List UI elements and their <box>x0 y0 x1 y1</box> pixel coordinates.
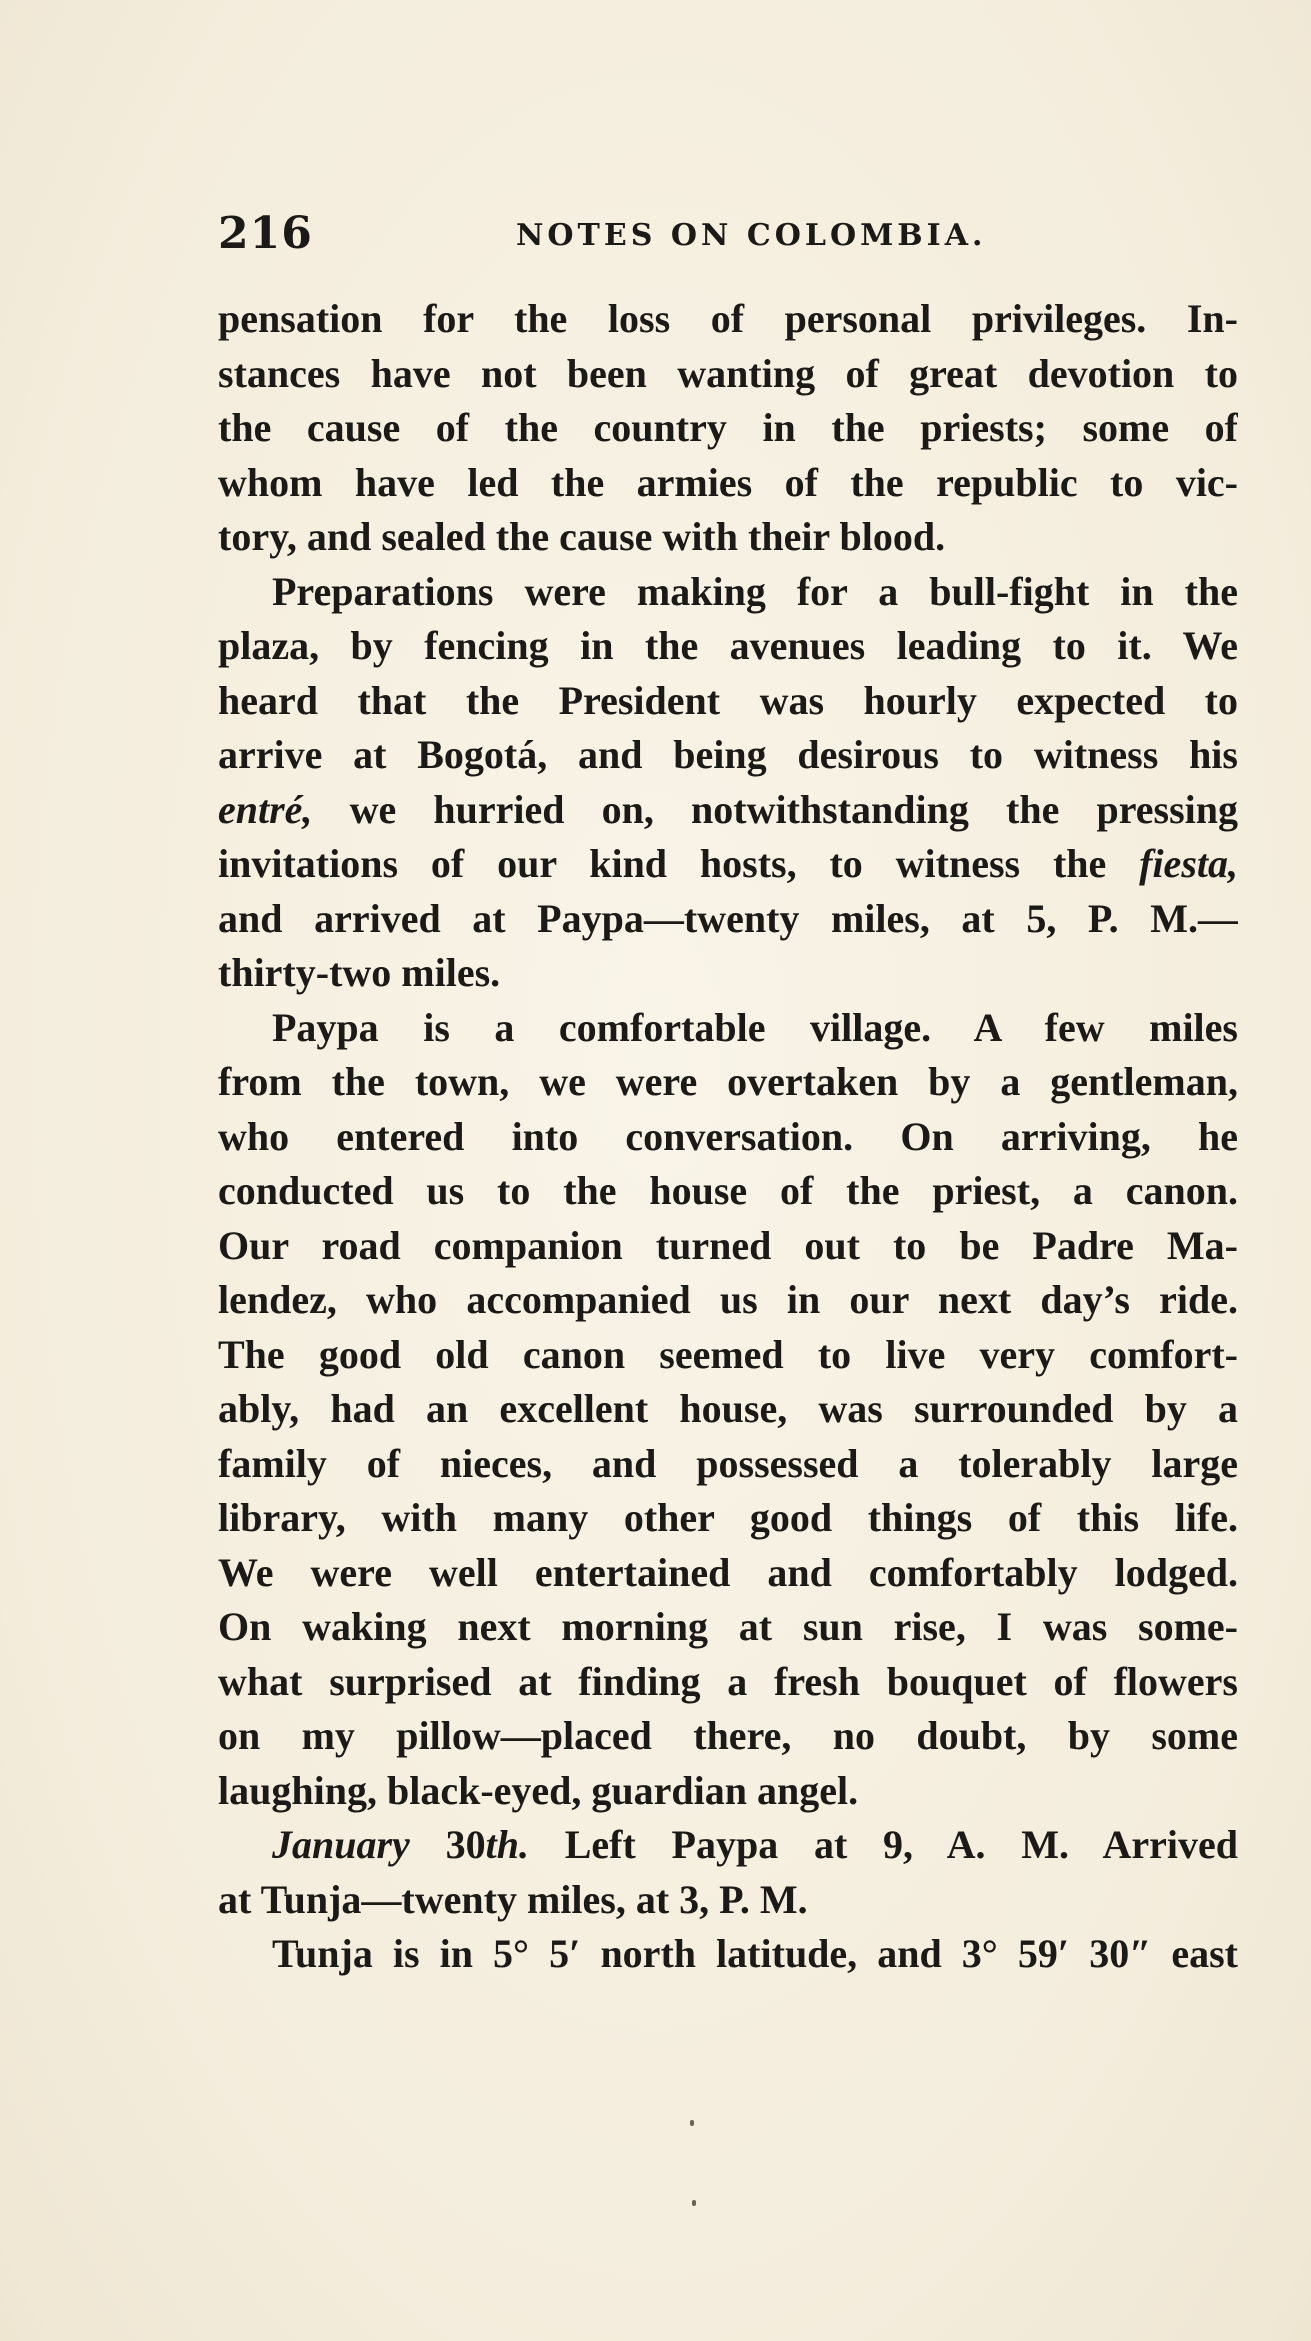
text-line <box>218 1328 1238 1383</box>
text-segment: Our road companion turned out to be Padre Ma- <box>218 1222 1238 1268</box>
text-line <box>218 565 1238 620</box>
running-head: NOTES ON COLOMBIA. <box>516 218 987 253</box>
text-segment: We were well entertained and comfortably lodged. <box>218 1549 1238 1595</box>
text-line <box>218 1219 1238 1274</box>
text-segment: family of nieces, and possessed a tolerably large <box>218 1440 1238 1486</box>
text-line <box>218 1927 1238 1982</box>
text-line <box>218 783 1238 838</box>
text-line <box>218 1818 1238 1873</box>
text-segment: Paypa is a comfortable village. A few miles <box>272 1004 1238 1050</box>
text-line <box>218 619 1238 674</box>
text-segment: at Tunja—twenty miles, at 3, P. M. <box>218 1876 808 1922</box>
text-line <box>218 1655 1238 1710</box>
text-line <box>218 456 1238 511</box>
text-segment: the cause of the country in the priests; some of <box>218 405 1238 450</box>
text-line <box>218 728 1238 783</box>
text-segment: what surprised at finding a fresh bouquet of flowers <box>218 1658 1238 1704</box>
text-segment: pensation for the loss of personal privileges. In- <box>218 296 1238 341</box>
page-header <box>218 208 1238 268</box>
text-segment: conducted us to the house of the priest, a canon. <box>218 1168 1238 1213</box>
text-line <box>218 1273 1238 1328</box>
text-line <box>218 1110 1238 1165</box>
text-segment: laughing, black-eyed, guardian angel. <box>218 1767 859 1813</box>
text-line <box>218 401 1238 456</box>
text-line <box>218 1001 1238 1056</box>
italic-text: th. <box>485 1822 529 1867</box>
text-segment: whom have led the armies of the republic to vic- <box>218 459 1238 505</box>
text-line <box>218 1709 1238 1764</box>
text-segment: stances have not been wanting of great devotion to <box>218 350 1238 396</box>
text-segment: invitations of our kind hosts, to witness the <box>218 841 1140 886</box>
text-line <box>218 292 1238 347</box>
text-line <box>218 1164 1238 1219</box>
text-segment: thirty-two miles. <box>218 950 501 995</box>
paper-specks <box>690 2120 700 2210</box>
text-segment: Preparations were making for a bull-fight in the <box>272 568 1238 614</box>
italic-text: entré, <box>218 786 313 832</box>
text-segment: 30 <box>409 1822 486 1867</box>
italic-text: January <box>272 1822 410 1867</box>
text-line <box>218 510 1238 565</box>
body-text <box>218 292 1238 1982</box>
text-segment: tory, and sealed the cause with their blood. <box>218 514 946 559</box>
text-segment: Left Paypa at 9, A. M. Arrived <box>528 1822 1238 1867</box>
text-line <box>218 1491 1238 1546</box>
text-segment: The good old canon seemed to live very comfort- <box>218 1331 1238 1377</box>
text-segment: Tunja is in 5° 5′ north latitude, and 3° 59′ 30″ east <box>272 1931 1238 1976</box>
text-line <box>218 837 1238 892</box>
text-segment: lendez, who accompanied us in our next day’s ride. <box>218 1277 1238 1322</box>
text-segment: who entered into conversation. On arriving, he <box>218 1113 1238 1159</box>
text-line <box>218 347 1238 402</box>
text-segment: library, with many other good things of this life. <box>218 1495 1238 1540</box>
text-segment: ably, had an excellent house, was surrounded by a <box>218 1386 1238 1431</box>
text-line <box>218 1055 1238 1110</box>
text-line <box>218 1546 1238 1601</box>
text-line <box>218 1600 1238 1655</box>
text-segment: heard that the President was hourly expected to <box>218 677 1238 723</box>
text-segment: arrive at Bogotá, and being desirous to witness his <box>218 732 1238 777</box>
text-line <box>218 1873 1238 1928</box>
text-line <box>218 674 1238 729</box>
text-line <box>218 1764 1238 1819</box>
italic-text: fiesta, <box>1139 841 1238 886</box>
text-line <box>218 892 1238 947</box>
text-line <box>218 1437 1238 1492</box>
text-segment: and arrived at Paypa—twenty miles, at 5, P. M.— <box>218 895 1238 941</box>
text-segment: on my pillow—placed there, no doubt, by some <box>218 1713 1238 1758</box>
text-line <box>218 1382 1238 1437</box>
page-number: 216 <box>218 208 313 259</box>
text-line <box>218 946 1238 1001</box>
text-segment: we hurried on, notwithstanding the pressing <box>312 786 1238 832</box>
ink-speck <box>692 2200 696 2206</box>
text-segment: plaza, by fencing in the avenues leading to it. We <box>218 623 1238 668</box>
text-segment: On waking next morning at sun rise, I was some- <box>218 1604 1238 1649</box>
text-segment: from the town, we were overtaken by a gentleman, <box>218 1059 1238 1104</box>
ink-speck <box>690 2120 694 2126</box>
